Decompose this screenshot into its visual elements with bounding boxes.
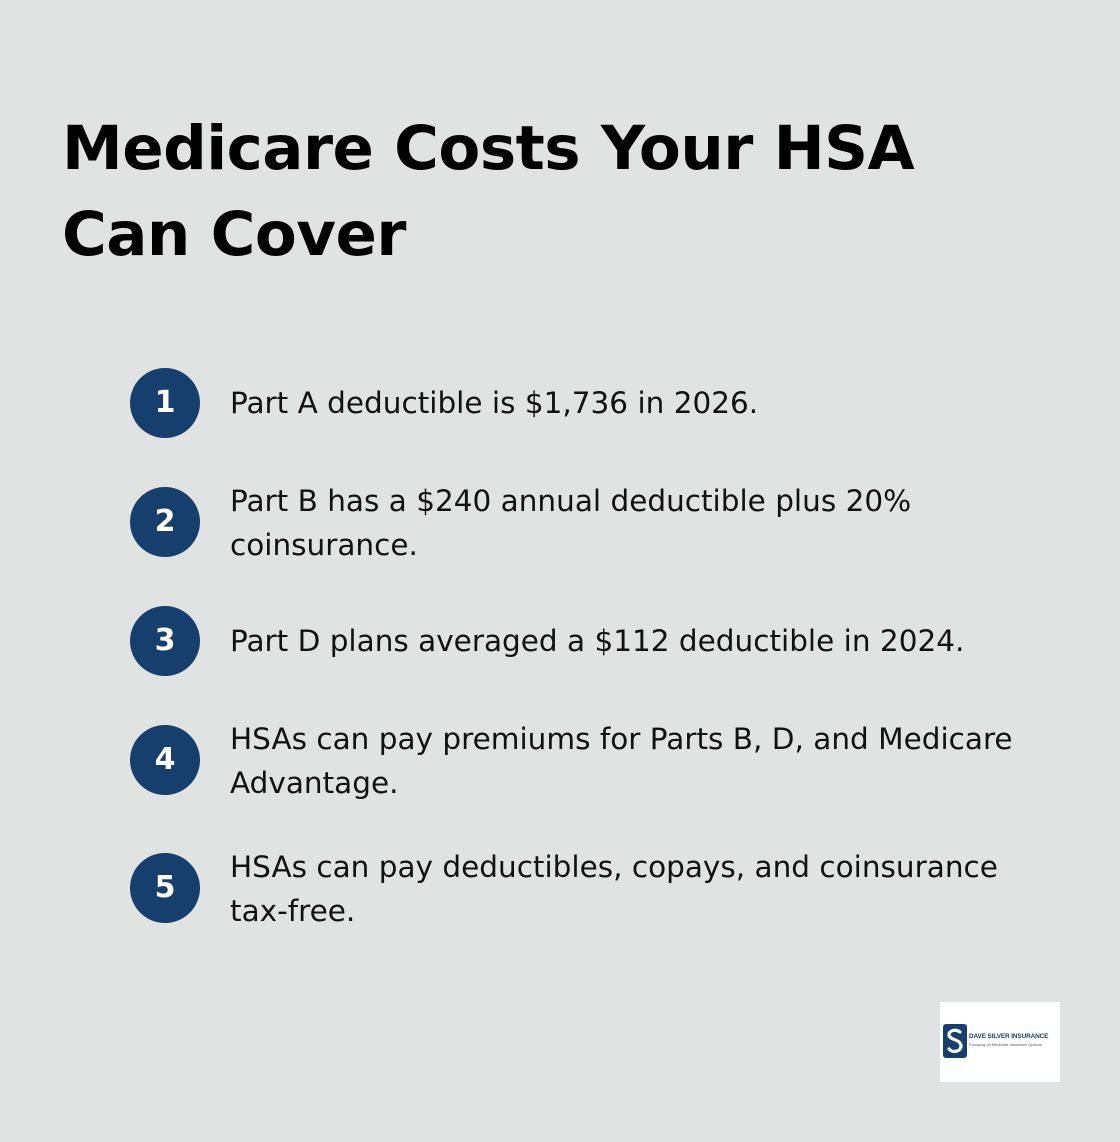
company-logo [940,1002,1060,1082]
page-title: Medicare Costs Your HSA Can Cover [62,113,915,270]
step-number-badge: 1 [130,368,200,438]
step-number-badge: 2 [130,487,200,557]
list-item-text: Part D plans averaged a $112 deductible in 2024. [230,624,965,658]
list-item-text: HSAs can pay premiums for Parts B, D, and Medicare Advantage. [230,722,1013,800]
logo-name: DAVE SILVER INSURANCE [969,1033,1049,1040]
list-item-text: Part A deductible is $1,736 in 2026. [230,386,759,420]
list-item-text: Part B has a $240 annual deductible plus 20% coinsurance. [230,484,912,562]
logo-s-icon [943,1024,967,1058]
step-number-badge: 3 [130,606,200,676]
step-number-badge: 5 [130,853,200,923]
step-number-badge: 4 [130,725,200,795]
list-item-text: HSAs can pay deductibles, copays, and coinsurance tax-free. [230,850,998,928]
logo-tagline: Focusing on Medicare Insurance Options [969,1042,1042,1047]
